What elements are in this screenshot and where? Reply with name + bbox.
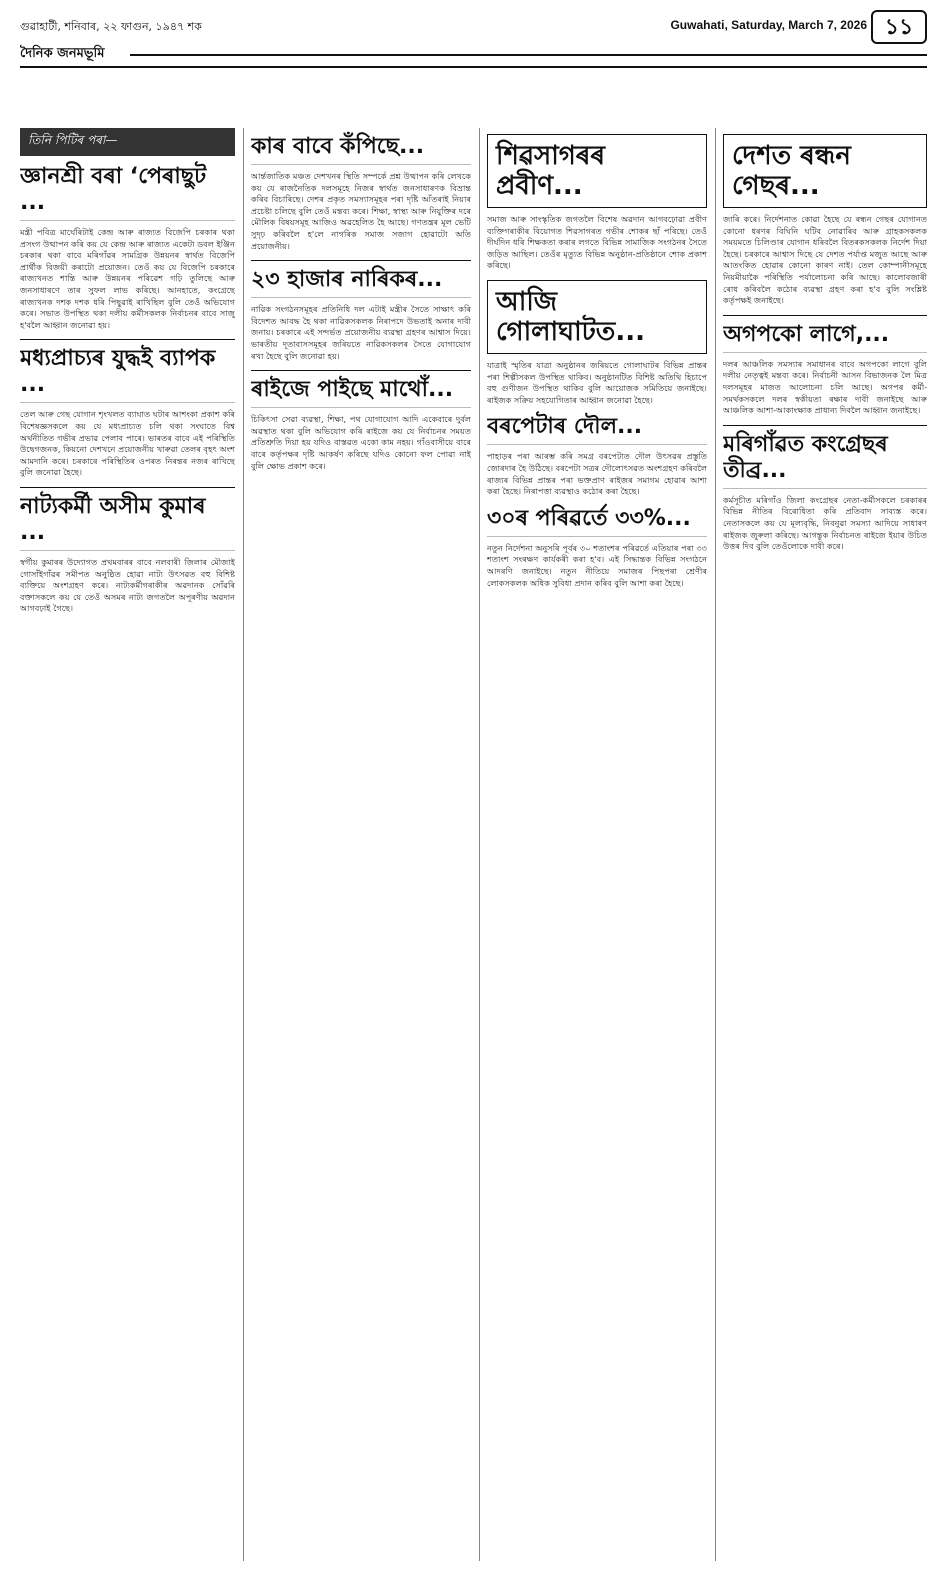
column-rule — [243, 128, 244, 1561]
article-headline[interactable]: বৰপেটাৰ দৌল... — [487, 414, 707, 445]
column-3 — [487, 128, 707, 1561]
article-headline[interactable]: মৰিগাঁৱত কংগ্ৰেছৰ তীব্ৰ... — [723, 432, 927, 489]
article-headline[interactable]: ৰাইজে পাইছে মাথোঁ... — [251, 377, 471, 408]
article-body: দলৰ আঞ্চলিক সমস্যাৰ সমাধানৰ বাবে অগপকো লাগে বুলি দলীয় নেতৃত্বই মন্তব্য কৰে। নিৰ্বাচনী আসন বিভাজনক লৈ মিত্ৰ দলসমূহৰ মাজত আলোচনা চলি আছে। অগপৰ কৰ্মী-সমৰ্থকসকলে দলৰ স্বকীয়তা ৰক্ষাৰ দাবী জনাইছে আৰু আঞ্চলিক আশা-আকাংক্ষাক প্ৰাধান্য দিবলৈ আহ্বান জনাইছে। — [723, 358, 927, 416]
article-body: তেল আৰু গেছ যোগান শৃংখলত ব্যাঘাত ঘটাৰ আশংকা প্ৰকাশ কৰি বিশেষজ্ঞসকলে কয় যে মধ্যপ্ৰাচ্যত চলি থকা সংঘাতে বিশ্ব অৰ্থনীতিত গভীৰ প্ৰভাৱ পেলাব পাৰে। ভাৰতৰ বাবে এই পৰিস্থিতি উদ্বেগজনক, কিয়নো দেশখনে প্ৰয়োজনীয় খাৰুৱা তেলৰ বৃহৎ অংশ আমদানি কৰে। চৰকাৰে পৰিস্থিতিৰ ওপৰত নিৰন্তৰ নজৰ ৰাখিছে বুলি জনোৱা হৈছে। — [20, 409, 235, 478]
article-headline[interactable]: মধ্যপ্ৰাচ্যৰ যুদ্ধই ব্যাপক ... — [20, 346, 235, 403]
section-tag: তিনি পিটিৰ পৰা— — [20, 128, 235, 156]
divider — [20, 487, 235, 488]
article-body: মন্ত্ৰী পবিত্ৰ মাৰ্ঘেৰিটাই কেন্দ্ৰ আৰু ৰাজ্যত বিজেপি চৰকাৰ থকা প্ৰসংগ উত্থাপন কৰি কয় যে কেন্দ্ৰ আৰু ৰাজ্যত একেটা ডবল ইঞ্জিন চৰকাৰ থকা বাবে মৰিগাঁৱৰ সামগ্ৰিক উন্নয়নৰ স্বাৰ্থত বিজেপি প্ৰাৰ্থীক বিজয়ী কৰাটো প্ৰয়োজন। তেওঁ কয় যে বিজেপি চৰকাৰে ৰাজ্যখনত শান্তি আৰু উন্নয়নৰ পৰিৱেশ গঢ়ি তুলিছে আৰু জনসাধাৰণে তাৰ সুফল লাভ কৰিছে। আনহাতে, কংগ্ৰেছে ৰাজ্যখনক দশক দশক ধৰি পিছুৱাই ৰাখিছিল বুলি তেওঁ অভিযোগ কৰে। সভাত উপস্থিত থকা দলীয় কৰ্মীসকলক নিৰ্বাচনৰ বাবে সাজু হ'বলৈ আহ্বান জনোৱা হয়। — [20, 227, 235, 330]
article-headline[interactable]: কাৰ বাবে কঁপিছে... — [251, 134, 471, 165]
article — [487, 134, 707, 272]
article-body: সমাজ আৰু সাংস্কৃতিক জগতলৈ বিশেষ অৱদান আগবঢ়োৱা প্ৰবীণ ব্যক্তিগৰাকীৰ বিয়োগত শিৱসাগৰত গভীৰ শোকৰ ছাঁ পৰিছে। তেওঁ দীৰ্ঘদিন ধৰি শিক্ষকতা কৰাৰ লগতে বিভিন্ন সামাজিক সংগঠনৰ সৈতে জড়িত আছিল। তেওঁৰ মৃত্যুত বিভিন্ন অনুষ্ঠান-প্ৰতিষ্ঠানে শোক প্ৰকাশ কৰিছে। — [487, 214, 707, 271]
brand-name: দৈনিক জনমভূমি — [20, 46, 105, 61]
divider — [723, 425, 927, 426]
column-rule — [715, 128, 716, 1561]
article — [723, 322, 927, 417]
article-body: পাহাড়ৰ পৰা আৰম্ভ কৰি সমগ্ৰ বৰপেটাত দৌল উৎসৱৰ প্ৰস্তুতি জোৰদাৰ হৈ উঠিছে। বৰপেটা সত্ৰৰ দৌলোৎসৱত অংশগ্ৰহণ কৰিবলৈ ৰাজ্যৰ বিভিন্ন প্ৰান্তৰ পৰা ভক্তপ্ৰাণ ৰাইজৰ সমাগম হোৱাৰ আশা কৰা হৈছে। নিৰাপত্তা ব্যৱস্থাও কঠোৰ কৰা হৈছে। — [487, 451, 707, 497]
article-body: কৰ্মসূচীত মৰিগাঁও জিলা কংগ্ৰেছৰ নেতা-কৰ্মীসকলে চৰকাৰৰ বিভিন্ন নীতিৰ বিৰোধিতা কৰি প্ৰতিবাদ সাব্যস্ত কৰে। নেতাসকলে কয় যে মূল্যবৃদ্ধি, নিবনুৱা সমস্যা আদিয়ে সাধাৰণ ৰাইজক জুৰুলা কৰিছে। আগন্তুক নিৰ্বাচনত ৰাইজে ইয়াৰ উচিত উত্তৰ দিব বুলি তেওঁলোকে দাবী কৰে। — [723, 494, 927, 552]
article — [487, 280, 707, 406]
article-headline[interactable]: নাট্যকৰ্মী অসীম কুমাৰ ... — [20, 494, 235, 551]
article-body: স্বৰ্গীয় কুমাৰৰ উদ্যোগত প্ৰথমবাৰৰ বাবে নলবাৰী জিলাৰ মৌজাই গোসাঁইগাঁৱৰ সমীপত অনুষ্ঠিত হোৱা নাট্য উৎসৱত বহু বিশিষ্ট ব্যক্তিয়ে অংশগ্ৰহণ কৰে। নাট্যকৰ্মীগৰাকীৰ অৱদানক সোঁৱৰি বক্তাসকলে কয় যে তেওঁ অসমৰ নাট্য জগতলৈ অপূৰণীয় অৱদান আগবঢ়াই গৈছে। — [20, 556, 235, 614]
header-rule — [130, 54, 927, 56]
article-body: চিকিৎসা সেৱা ব্যৱস্থা, শিক্ষা, পথ যোগাযোগ আদি একেবাৰে দুৰ্বল অৱস্থাত থকা বুলি অভিযোগ কৰি ৰাইজে কয় যে নিৰ্বাচনৰ সময়ত প্ৰতিশ্ৰুতি দিয়া হয় যদিও বাস্তৱত একো কাম নহয়। গাঁওবাসীয়ে বাৰে বাৰে কৰ্তৃপক্ষৰ দৃষ্টি আকৰ্ষণ কৰিছে যদিও কোনো ফল পোৱা নাই বুলি ক্ষোভ প্ৰকাশ কৰে। — [251, 414, 471, 471]
article-body: নাৱিক সংগঠনসমূহৰ প্ৰতিনিধি দল এটাই মন্ত্ৰীৰ সৈতে সাক্ষাৎ কৰি বিদেশত আবদ্ধ হৈ থকা নাৱিকসকলক নিৰাপদে উভতাই অনাৰ দাবী জনায়। চৰকাৰে এই সন্দৰ্ভত প্ৰয়োজনীয় ব্যৱস্থা গ্ৰহণৰ আশ্বাস দিয়ে। ভাৰতীয় দূতাবাসসমূহৰ জৰিয়তে নাৱিকসকলৰ সৈতে যোগাযোগ ৰখা হৈছে বুলি জনোৱা হয়। — [251, 304, 471, 361]
divider — [251, 260, 471, 261]
article-headline[interactable]: আজি গোলাঘাটত... — [487, 280, 707, 354]
article-body: আৰ্ন্তজাতিক মঞ্চত দেশখনৰ স্থিতি সম্পৰ্কে প্ৰশ্ন উত্থাপন কৰি লেখকে কয় যে ৰাজনৈতিক দলসমূহে নিজৰ স্বাৰ্থত জনসাধাৰণক বিভ্ৰান্ত কৰিব বিচাৰিছে। দেশৰ প্ৰকৃত সমস্যাসমূহৰ পৰা দৃষ্টি আঁতৰাই নিয়াৰ প্ৰচেষ্টা চলিছে বুলি তেওঁ মন্তব্য কৰে। শিক্ষা, স্বাস্থ্য আৰু নিযুক্তিৰ দৰে মৌলিক বিষয়সমূহ আজিও অৱহেলিত হৈ আছে। গণতন্ত্ৰৰ মূল ভেটি সুদৃঢ় কৰিবলৈ হ'লে নাগৰিক সমাজ সজাগ হোৱাটো অতি প্ৰয়োজনীয়। — [251, 171, 471, 251]
article — [487, 414, 707, 497]
article — [20, 164, 235, 331]
article-headline[interactable]: দেশত ৰন্ধন গেছৰ... — [723, 134, 927, 208]
article-headline[interactable]: শিৱসাগৰৰ প্ৰবীণ... — [487, 134, 707, 208]
article — [723, 432, 927, 553]
article — [487, 506, 707, 589]
article — [723, 134, 927, 307]
article — [20, 494, 235, 615]
article — [251, 134, 471, 252]
column-rule — [479, 128, 480, 1561]
article — [251, 267, 471, 362]
article — [251, 377, 471, 472]
column-4 — [723, 128, 927, 1561]
article-body: জাৰি কৰে। নিৰ্দেশনাত কোৱা হৈছে যে ৰন্ধন গেছৰ যোগানত কোনো ধৰণৰ বিঘিনি ঘটিব নোৱাৰিব আৰু গ্ৰাহকসকলক সময়মতে চিলিণ্ডাৰ যোগান ধৰিবলৈ বিতৰকসকলক নিৰ্দেশ দিয়া হৈছে। চৰকাৰে আশ্বাস দিছে যে দেশত পৰ্যাপ্ত মজুত আছে আৰু আতংকিত হোৱাৰ কোনো কাৰণ নাই। তেল কোম্পানীসমূহে নিয়মীয়াকৈ পৰিস্থিতি পৰ্যালোচনা কৰি আছে। কালোবজাৰী ৰোধ কৰিবলৈ কঠোৰ ব্যৱস্থা গ্ৰহণ কৰা হ'ব বুলি সংশ্লিষ্ট কৰ্তৃপক্ষই জনাইছে। — [723, 214, 927, 306]
article-headline[interactable]: জ্ঞানশ্ৰী বৰা ‘পেৰাছুট ... — [20, 164, 235, 221]
page-header — [20, 10, 927, 68]
article-body: নতুন নিৰ্দেশনা অনুসৰি পূৰ্বৰ ৩০ শতাংশৰ পৰিৱৰ্তে এতিয়াৰ পৰা ৩৩ শতাংশ সংৰক্ষণ কাৰ্যকৰী কৰা হ'ব। এই সিদ্ধান্তক বিভিন্ন সংগঠনে আদৰণি জনাইছে। নতুন নীতিয়ে সমাজৰ পিছপৰা শ্ৰেণীৰ লোকসকলক অধিক সুবিধা প্ৰদান কৰিব বুলি আশা কৰা হৈছে। — [487, 542, 707, 588]
article-headline[interactable]: ৩০ৰ পৰিৱৰ্তে ৩৩%... — [487, 506, 707, 537]
date-english: Guwahati, Saturday, March 7, 2026 — [670, 18, 867, 32]
column-2 — [251, 128, 471, 1561]
divider — [20, 339, 235, 340]
divider — [723, 315, 927, 316]
date-assamese: গুৱাহাটী, শনিবাৰ, ২২ ফাগুন, ১৯৪৭ শক — [20, 20, 202, 33]
article — [20, 346, 235, 479]
article-body: যাত্ৰাই স্মৃতিৰ যাত্ৰা অনুষ্ঠানৰ জৰিয়তে গোলাঘাটৰ বিভিন্ন প্ৰান্তৰ পৰা শিল্পীসকল উপস্থিত থাকিব। অনুষ্ঠানটিত বিশিষ্ট অতিথি হিচাপে বহু গুণীজন উপস্থিত থাকিব বুলি আয়োজক সমিতিয়ে জনাইছে। ৰাইজক সক্ৰিয় সহযোগিতাৰ আহ্বান জনোৱা হৈছে। — [487, 359, 707, 405]
divider — [251, 370, 471, 371]
column-1 — [20, 128, 235, 1561]
page-number: ১১ — [871, 10, 927, 44]
article-headline[interactable]: অগপকো লাগে,... — [723, 322, 927, 353]
article-headline[interactable]: ২৩ হাজাৰ নাৰিকৰ... — [251, 267, 471, 298]
